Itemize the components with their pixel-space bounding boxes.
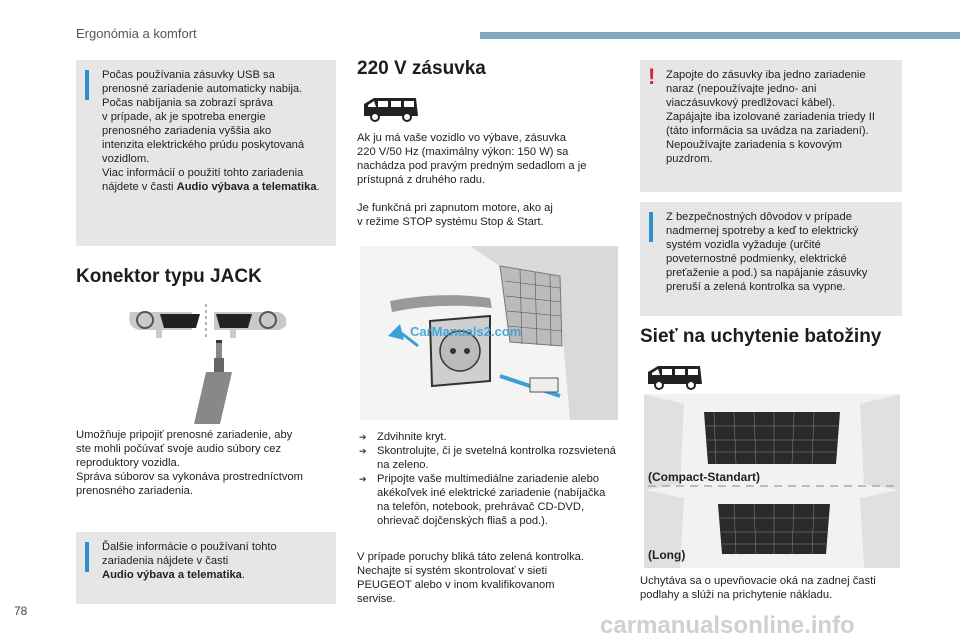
usb-note-line: intenzita elektrického prúdu poskytovaná — [102, 139, 305, 151]
usb-note-line: Počas nabíjania sa zobrazí správa — [102, 97, 274, 109]
usb-note-ref-bold: Audio výbava a telematika — [176, 181, 317, 193]
safety-line: nadmernej spotreby a keď to elektrický — [666, 225, 859, 237]
net-description — [640, 574, 910, 602]
footer-watermark: carmanualsonline.info — [600, 612, 855, 639]
usb-note-line: v prípade, ak je spotreba energie — [102, 111, 266, 123]
steps-list — [357, 430, 619, 528]
warning-line: viaczásuvkový predlžovací kábel). — [666, 97, 836, 109]
jack-info-note — [76, 532, 336, 604]
info-icon — [649, 212, 653, 242]
step-item: ➔ Zdvihnite kryt. — [357, 430, 619, 444]
net-text-line: Uchytáva sa o upevňovacie oká na zadnej časti — [640, 575, 876, 587]
safety-line: systém vozidla vyžaduje (určité — [666, 239, 821, 251]
warning-line: (táto informácia sa uvádza na zariadení). — [666, 125, 869, 137]
header-accent-bar — [480, 32, 960, 39]
page-number: 78 — [14, 604, 28, 618]
socket-text-line: Ak ju má vaše vozidlo vo výbave, zásuvka — [357, 132, 566, 144]
info-icon — [85, 70, 89, 100]
jack-connector-figure — [110, 300, 310, 424]
safety-line: preruší a zelená kontrolka sa vypne. — [666, 281, 846, 293]
usb-note-line: Počas používania zásuvky USB sa — [102, 69, 275, 81]
socket-description — [357, 131, 622, 229]
caption-compact-standart: (Compact-Standart) — [648, 470, 761, 484]
usb-note-line: prenosného zariadenia vyššia ako — [102, 125, 272, 137]
warning-line: Zapájajte iba izolované zariadenia triedy II — [666, 111, 875, 123]
fault-text-line: PEUGEOT alebo v inom kvalifikovanom — [357, 579, 555, 591]
fault-text-line: Nechajte si systém skontrolovať v sieti — [357, 565, 548, 577]
socket-text-line: prístupná z druhého radu. — [357, 174, 486, 186]
warning-line: naraz (nepoužívajte jedno- ani — [666, 83, 817, 95]
net-section-title: Sieť na uchytenie batožiny — [640, 326, 882, 347]
jack-connector-illustration — [110, 300, 310, 424]
socket-text-line: nachádza pod pravým predným sedadlom a je — [357, 160, 587, 172]
socket-text-line: 220 V/50 Hz (maximálny výkon: 150 W) sa — [357, 146, 569, 158]
socket-warning-note — [640, 60, 902, 192]
socket-text-line: Je funkčná pri zapnutom motore, ako aj — [357, 202, 553, 214]
warning-line: Zapojte do zásuvky iba jedno zariadenie — [666, 69, 866, 81]
jack-description — [76, 428, 341, 498]
socket-text-line: v režime STOP systému Stop & Start. — [357, 216, 544, 228]
fault-text-line: V prípade poruchy bliká táto zelená kontrolka. — [357, 551, 584, 563]
cargo-net-figure — [644, 394, 900, 568]
safety-line: poveternostné podmienky, elektrické — [666, 253, 847, 265]
socket-safety-note — [640, 202, 902, 316]
warning-line: Nepoužívajte zariadenia s kovovým — [666, 139, 842, 151]
socket-steps — [357, 430, 619, 528]
figure-watermark: CarManuals2.com — [410, 324, 522, 339]
safety-line: preťaženie a pod.) sa napájanie zásuvky — [666, 267, 868, 279]
jack-text-line: ste mohli počúvať svoje audio súbory cez — [76, 443, 282, 455]
safety-line: Z bezpečnostných dôvodov v prípade — [666, 211, 852, 223]
warning-line: puzdrom. — [666, 153, 713, 165]
step-item: ➔ Pripojte vaše multimediálne zariadenie alebo akékoľvek iné elektrické zariadenie (nabíjačka na telefón, notebook, prehrávač CD-DVD, ohrievač dojčenských fliaš a pod.). — [357, 472, 619, 528]
section-title: Ergonómia a komfort — [76, 26, 197, 41]
van-icon — [360, 94, 422, 122]
jack-section-title: Konektor typu JACK — [76, 266, 262, 287]
caption-long: (Long) — [648, 548, 686, 562]
usb-note-line: prenosné zariadenie automaticky nabija. — [102, 83, 303, 95]
warning-icon: ! — [648, 64, 656, 89]
usb-note-line: Viac informácií o použití tohto zariadenia — [102, 167, 304, 179]
jack-text-line: Umožňuje pripojiť prenosné zariadenie, aby — [76, 429, 293, 441]
van-icon — [644, 362, 706, 390]
info-icon — [85, 542, 89, 572]
jack-note-line: Ďalšie informácie o používaní tohto — [102, 541, 277, 553]
jack-text-line: Správa súborov sa vykonáva prostredníctvom — [76, 471, 303, 483]
fault-text-line: servise. — [357, 593, 396, 605]
jack-note-reference: Audio výbava a telematika. — [102, 569, 246, 581]
usb-info-note — [76, 60, 336, 246]
step-item: ➔ Skontrolujte, či je svetelná kontrolka rozsvietená na zeleno. — [357, 444, 619, 472]
usb-note-reference: nájdete v časti Audio výbava a telematika. — [102, 181, 320, 193]
jack-note-line: zariadenia nájdete v časti — [102, 555, 229, 567]
socket-fault-text — [357, 550, 622, 606]
socket-section-title: 220 V zásuvka — [357, 58, 486, 79]
net-text-line: podlahy a slúži na prichytenie nákladu. — [640, 589, 833, 601]
jack-note-ref-bold: Audio výbava a telematika — [102, 569, 242, 581]
jack-text-line: reproduktory vozidla. — [76, 457, 180, 469]
socket-photo-figure — [360, 246, 618, 420]
jack-text-line: prenosného zariadenia. — [76, 485, 193, 497]
usb-note-line: vozidlom. — [102, 153, 150, 165]
